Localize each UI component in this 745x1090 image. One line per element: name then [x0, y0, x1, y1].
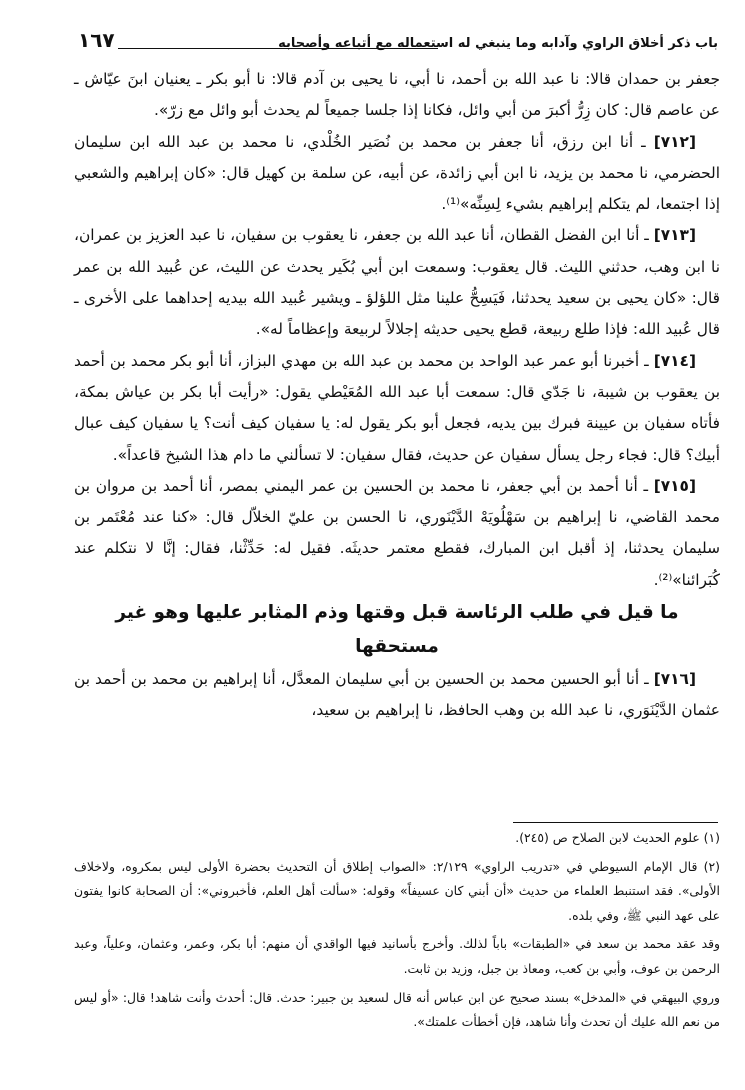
hadith-text: ـ أنا ابن الفضل القطان، أنا عبد الله بن جعفر، نا يعقوب بن سفيان، نا عبد العزيز بن عمران، نا ابن وهب، حدثني الليث. قال يعقوب: وسمعت ابن أبي بُكَير يحدث عن الليث، عن عُبيد الله بن عمر قال: «كان يحيى بن سعيد يحدثنا، فَيَسِحُّ علينا مثل اللؤلؤ ـ ويشير عُبيد الله بيديه إحداهما على الأخرى ـ قال عُبيد الله: فإذا طلع ربيعة، قطع يحيى حديثه إجلالاً لربيعة وإعظاماً له».	[74, 226, 720, 339]
running-title: باب ذكر أخلاق الراوي وآدابه وما ينبغي له استعماله مع أتباعه وأصحابه	[278, 36, 718, 51]
hadith-714	[74, 346, 720, 471]
footnotes	[74, 826, 720, 1035]
hadith-number: [٧١٢]	[653, 132, 696, 151]
footnote-2-continued-2: وروي البيهقي في «المدخل» بسند صحيح عن ابن عباس أنه قال لسعيد بن جبير: حدث. قال: أحدث وأنت شاهد! قال: «أو ليس من نعم الله عليك أن تحدث وأنا شاهد، فإن أخطأت علمتك».	[74, 989, 720, 1030]
hadith-number: [٧١٥]	[653, 476, 696, 495]
section-heading: ما قيل في طلب الرئاسة قبل وقتها وذم المثابر عليها وهو غير مستحقها	[115, 602, 679, 658]
footnote-2-continued: وقد عقد محمد بن سعد في «الطبقات» باباً لذلك. وأخرج بأسانيد فيها الواقدي أن منهم: أبا بكر، وعمر، وعثمان، وعلياً، وعبد الرحمن بن عوف، وأبي بن كعب، ومعاذ بن جبل، وزيد بن ثابت.	[74, 936, 720, 976]
page-header	[78, 28, 718, 58]
hadith-text: ـ أنا أحمد بن أبي جعفر، نا محمد بن الحسين بن عمر اليمني بمصر، أنا أحمد بن مروان بن محمد القاضي، نا إبراهيم بن سَهْلُويَهْ الدَّيْنَوري، نا الحسن بن عليّ الخلاّل قال: «كنا عند مُعْتَمر بن سليمان يحدثنا، إذ أقبل ابن المبارك، فقطع معتمر حديثَه. فقيل له: حَدِّثْنا، فقال: إنَّا لا نتكلم عند كُبَرائنا»⁽²⁾.	[74, 476, 720, 589]
footnote-rule	[513, 822, 718, 823]
footnote-2: (٢) قال الإمام السيوطي في «تدريب الراوي» ٢/١٢٩: «الصواب إطلاق أن التحديث بحضرة الأولى ليس بمكروه، ولاخلاف الأولى». فقد استنبط العلماء من حديث «أن أبني كان عسيفاً» وقوله: «سألت أهل العلم، فأخبروني»: أن الصحابة كانوا يفتون على عهد النبي ﷺ، وفي بلده.	[74, 858, 720, 923]
hadith-number: [٧١٣]	[653, 226, 696, 245]
hadith-text: ـ أنا ابن رزق، أنا جعفر بن محمد بن نُصَير الخُلْدي، نا محمد بن عبد الله ابن سليمان الحضرمي، نا محمد بن يزيد، نا ابن أبي زائدة، عن أبيه، عن سلمة بن كهيل قال: «كان إبراهيم والشعبي إذا اجتمعا، لم يتكلم إبراهيم بشيء لِسِنِّه»⁽¹⁾.	[74, 132, 720, 214]
paragraph-continuation: جعفر بن حمدان قالا: نا عبد الله بن أحمد، نا أبي، نا يحيى بن آدم قالا: نا أبو بكر ـ يعنيان ابنَ عيّاش ـ عن عاصم قال: كان زِرُّ أكبرَ من أبي وائل، فكانا إذا جلسا جميعاً لم يحدث أبو وائل مع زرّ».	[74, 70, 720, 120]
header-rule	[118, 48, 438, 49]
hadith-number: [٧١٦]	[653, 670, 696, 689]
hadith-712	[74, 127, 720, 221]
hadith-716	[74, 664, 720, 727]
hadith-number: [٧١٤]	[653, 351, 696, 370]
footnote-1: (١) علوم الحديث لابن الصلاح ص (٢٤٥).	[515, 830, 720, 845]
hadith-text: ـ أنا أبو الحسين محمد بن الحسين بن أبي سليمان المعدَّل، أنا إبراهيم بن محمد بن أحمد بن عثمان الدَّيْنَوَري، نا عبد الله بن وهب الحافظ، نا إبراهيم بن سعيد،	[74, 670, 720, 720]
main-text	[74, 64, 720, 727]
hadith-715	[74, 471, 720, 596]
page-number: ١٦٧	[78, 28, 115, 52]
hadith-713	[74, 220, 720, 345]
hadith-text: ـ أخبرنا أبو عمر عبد الواحد بن محمد بن عبد الله بن مهدي البزاز، أنا أبو بكر محمد بن أحمد بن يعقوب بن شيبة، نا جَدّي قال: سمعت أبا عبد الله المُعَيْطي يقول: «رأيت أبا بكر بن عياش بمكة، فأتاه سفيان بن عيينة فبرك بين يديه، فجعل أبو بكر يقول له: يا سفيان كيف أنت؟ يا سفيان كيف عبال أبيك؟ قال: فجاء رجل يسأل سفيان عن حديث، فقال سفيان: لا تسألني ما دام هذا الشيخ قاعداً».	[74, 351, 720, 464]
